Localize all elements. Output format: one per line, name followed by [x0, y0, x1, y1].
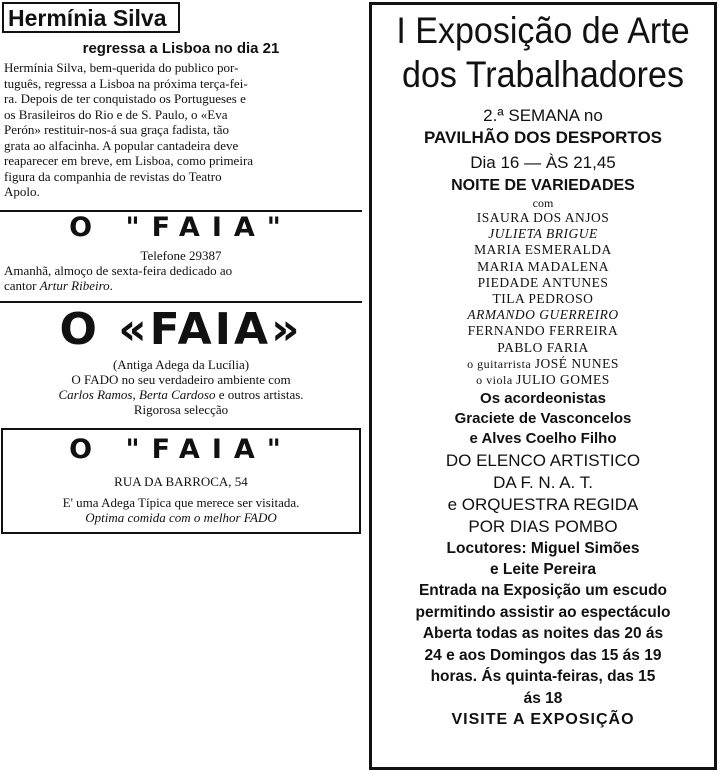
venue-label: PAVILHÃO DOS DESPORTOS [423, 128, 663, 147]
faia-2-heading: O «FAIA» [59, 304, 303, 355]
date-label: Dia 16 — ÀS 21,45 [470, 153, 616, 172]
entry-line: 24 e aos Domingos das 15 ás 19 [424, 646, 662, 664]
accordion-line: Graciete de Vasconcelos [454, 410, 632, 428]
faia-2-artist2: Berta Cardoso [139, 387, 216, 402]
herminia-line: ra. Depois de ter conquistado os Portugueses e [4, 91, 246, 106]
visit-cta: VISITE A EXPOSIÇÃO [451, 711, 635, 729]
accordion-block [372, 389, 714, 449]
accordion-line: e Alves Coelho Filho [469, 430, 617, 448]
herminia-line: os Brasileiros do Rio e de S. Paulo, o «Eva [4, 106, 228, 122]
faia-1-line2-prefix: cantor [4, 278, 40, 293]
herminia-line: Hermínia Silva, bem-querida do publico por- [4, 60, 239, 75]
faia-3-line1: E' uma Adega Típica que merece ser visitada. [62, 495, 300, 510]
faia-1-line2 [0, 278, 362, 293]
herminia-body [4, 60, 358, 200]
faia-3-heading: O "FAIA" [69, 434, 293, 465]
elenco-block [372, 450, 714, 538]
exposicao-title-line1: I Exposição de Arte [396, 10, 690, 51]
artist-name: ARMANDO GUERREIRO [467, 307, 619, 323]
entry-line: horas. Ás quinta-feiras, das 15 [430, 668, 656, 686]
guitarist-name: JOSÉ NUNES [534, 355, 619, 371]
artist-name: MARIA ESMERALDA [474, 242, 612, 258]
faia-1-line1: Amanhã, almoço de sexta-feira dedicado ao [4, 263, 233, 278]
exposicao-title-line2: dos Trabalhadores [402, 54, 684, 95]
faia-1-phone: Telefone 29387 [140, 248, 222, 263]
divider [0, 301, 362, 303]
guitarist-line [372, 356, 714, 372]
event-label: NOITE DE VARIEDADES [451, 177, 635, 194]
artist-name: FERNANDO FERREIRA [467, 323, 619, 339]
faia-3-line2: Optima comida com o melhor FADO [85, 510, 277, 525]
entry-line: Aberta todas as noites das 20 ás [422, 625, 664, 643]
herminia-line: Apolo. [4, 184, 40, 199]
artist-name: TILA PEDROSO [492, 291, 594, 307]
faia-1-line2-suffix: . [109, 278, 113, 293]
viola-name: JULIO GOMES [516, 372, 610, 388]
faia-2-line3: Rigorosa selecção [133, 402, 229, 417]
locutores-line: Locutores: Miguel Simões [446, 540, 640, 558]
entry-info [372, 580, 714, 709]
accordion-line: Os acordeonistas [480, 390, 606, 408]
entry-line: ás 18 [523, 689, 563, 707]
artist-name: JULIETA BRIGUE [488, 226, 598, 242]
week-label: 2.ª SEMANA no [483, 106, 603, 125]
artist-name: PABLO FARIA [497, 339, 589, 355]
faia-2-line2 [0, 387, 362, 402]
herminia-line: figura da companhia de revistas do Teatro [4, 168, 222, 184]
herminia-line: reaparecer em breve, em Lisboa, como primeira [4, 153, 254, 168]
faia-ad-1 [0, 214, 362, 298]
com-label: com [532, 196, 554, 210]
artist-name: PIEDADE ANTUNES [477, 274, 609, 290]
faia-ad-2 [0, 304, 362, 421]
elenco-line: DO ELENCO ARTISTICO [445, 451, 641, 471]
viola-prefix: o viola [476, 373, 517, 388]
faia-ad-3 [1, 428, 361, 534]
herminia-subtitle: regressa a Lisboa no dia 21 [82, 40, 280, 57]
elenco-line: DA F. N. A. T. [493, 473, 593, 493]
faia-1-singer: Artur Ribeiro [39, 278, 110, 293]
exposicao-ad [369, 2, 717, 770]
herminia-line: tuguês, regressa a Lisboa na próxima terça-fei- [4, 75, 248, 91]
artist-list [372, 210, 714, 388]
faia-1-heading: O "FAIA" [69, 212, 293, 243]
entry-line: Entrada na Exposição um escudo [418, 582, 668, 600]
faia-2-subtitle: (Antiga Adega da Lucília) [112, 357, 250, 372]
entry-line: permitindo assistir ao espectáculo [415, 603, 671, 621]
elenco-line: POR DIAS POMBO [468, 517, 618, 537]
herminia-line: Perón» restituir-nos-á sua graça fadista, tão [4, 122, 229, 137]
viola-line [372, 372, 714, 388]
faia-3-address: RUA DA BARROCA, 54 [114, 474, 248, 489]
locutores-line: e Leite Pereira [490, 561, 596, 579]
herminia-line: grata ao alfacinha. A popular cantadeira deve [4, 137, 239, 153]
herminia-title: Hermínia Silva [2, 2, 180, 33]
left-column [0, 0, 362, 540]
faia-2-sep: , [132, 387, 139, 402]
artist-name: MARIA MADALENA [477, 258, 609, 274]
faia-2-line2-suffix: e outros artistas. [215, 387, 304, 402]
artist-name: ISAURA DOS ANJOS [476, 210, 610, 225]
faia-2-artist1: Carlos Ramos [58, 387, 133, 402]
faia-2-line1: O FADO no seu verdadeiro ambiente com [71, 372, 291, 387]
locutores-block [372, 538, 714, 580]
elenco-line: e ORQUESTRA REGIDA [447, 495, 639, 515]
guitarist-prefix: o guitarrista [467, 356, 535, 371]
